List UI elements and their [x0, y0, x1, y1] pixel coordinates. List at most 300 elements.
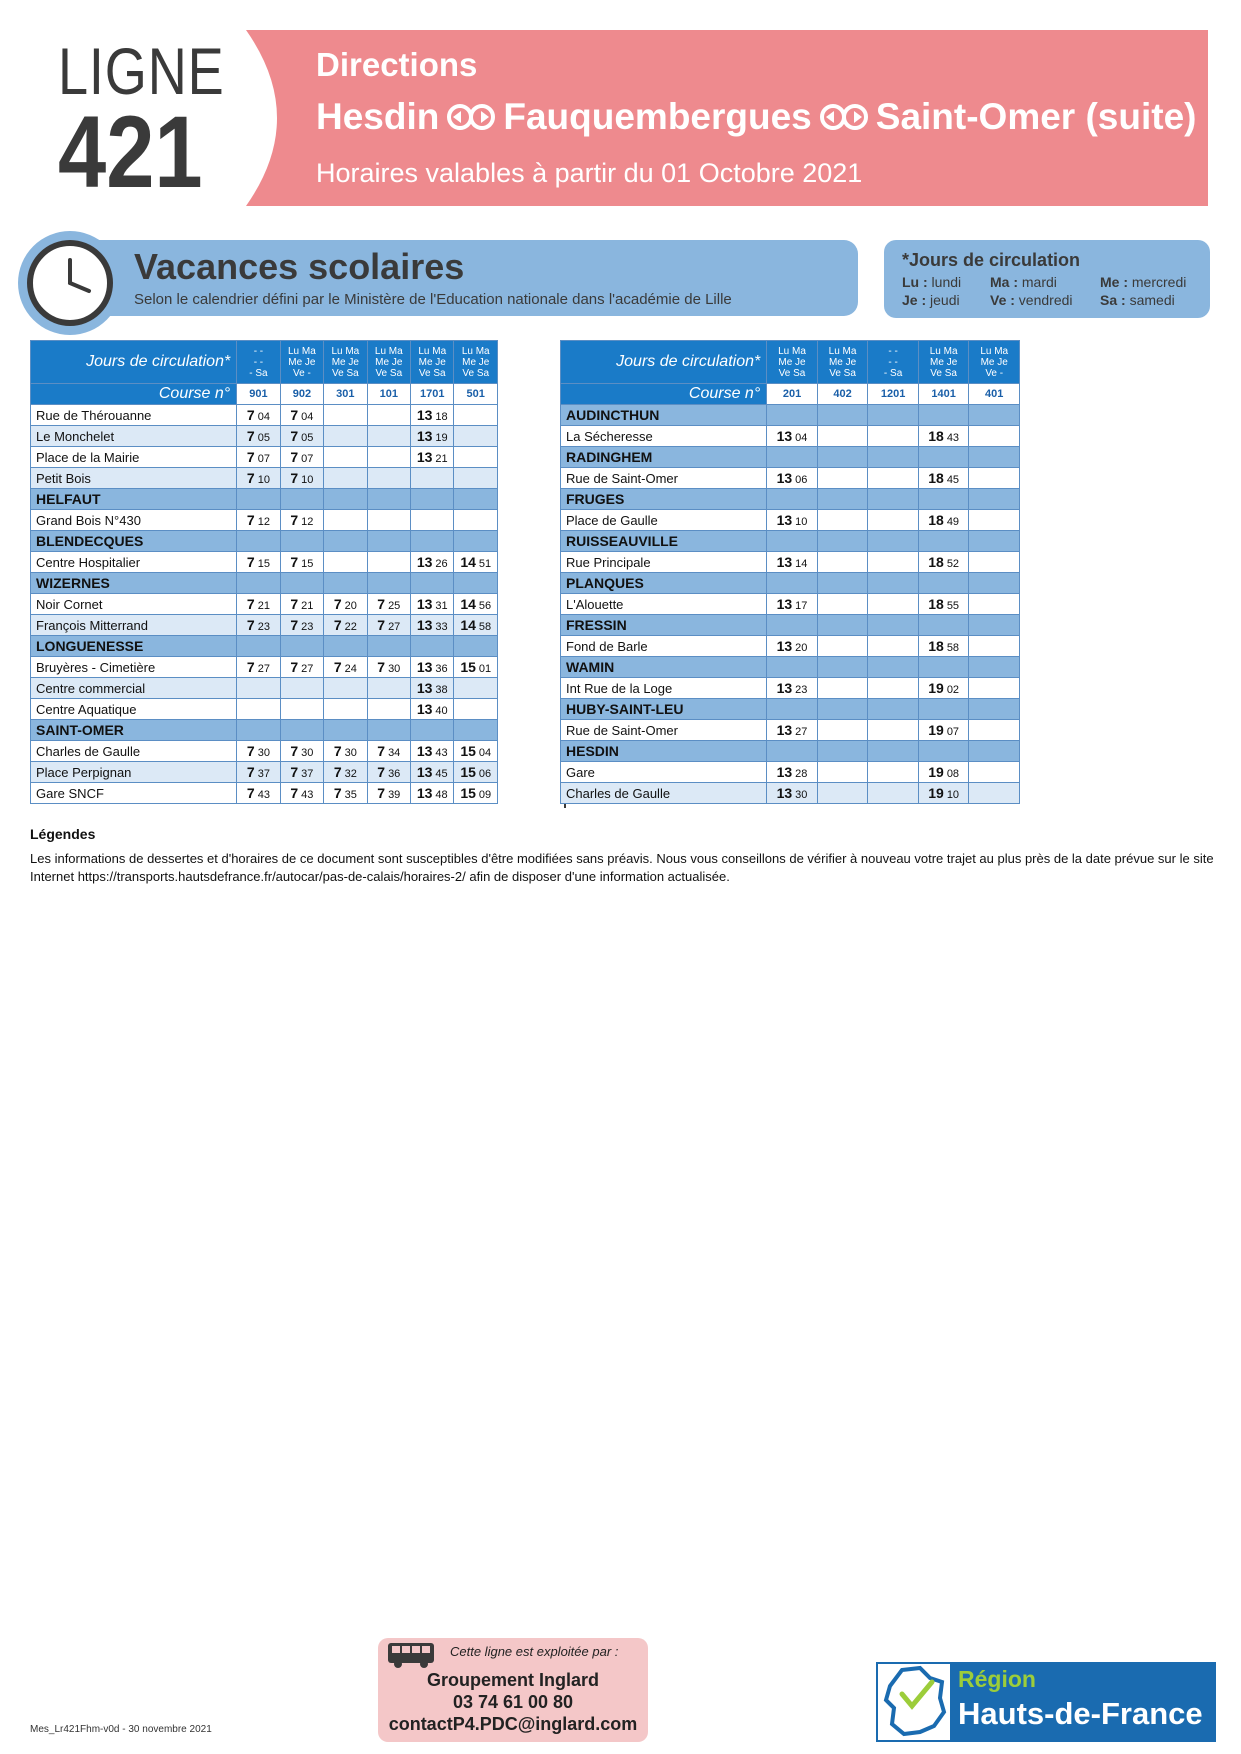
time-cell	[817, 762, 868, 783]
stop-row	[31, 594, 498, 615]
time-cell	[868, 636, 919, 657]
day-key-vendredi: Ve : vendredi	[990, 292, 1073, 308]
commune-row-cell	[918, 447, 969, 468]
time-cell	[324, 426, 367, 447]
time-minute: 04	[795, 432, 808, 444]
commune-row	[31, 489, 498, 510]
time-cell	[280, 405, 323, 426]
course-number: 1201	[868, 384, 919, 405]
time-minute: 30	[301, 747, 314, 759]
clock-icon	[27, 240, 113, 326]
bus-icon	[386, 1640, 436, 1670]
time-cell	[868, 783, 919, 804]
commune-name: WIZERNES	[31, 573, 237, 594]
time-cell	[367, 783, 410, 804]
commune-row-cell	[411, 720, 454, 741]
time-cell	[280, 741, 323, 762]
time-cell	[237, 762, 280, 783]
time-cell	[411, 678, 454, 699]
days-line: Lu Ma	[287, 345, 316, 357]
time-hour: 13	[776, 596, 793, 612]
time-cell	[237, 741, 280, 762]
days-line: Lu Ma	[331, 345, 360, 357]
time-minute: 37	[257, 768, 270, 780]
time-hour: 13	[416, 449, 433, 465]
time-minute: 04	[257, 411, 270, 423]
days-line: Ve Sa	[829, 367, 856, 379]
time-minute: 12	[301, 516, 314, 528]
stop-name: Centre Hospitalier	[31, 552, 237, 573]
time-minute: 35	[344, 789, 357, 801]
commune-row-cell	[817, 573, 868, 594]
commune-row-cell	[454, 720, 498, 741]
time-cell	[767, 426, 818, 447]
time-minute: 10	[946, 789, 960, 801]
time-hour: 13	[776, 785, 793, 801]
course-number: 301	[324, 384, 367, 405]
time-minute: 43	[257, 789, 270, 801]
commune-row-cell	[868, 447, 919, 468]
time-hour: 18	[928, 512, 944, 528]
time-cell	[280, 657, 323, 678]
time-cell	[367, 615, 410, 636]
time-cell	[454, 594, 498, 615]
time-hour: 7	[377, 785, 386, 801]
course-number: 1401	[918, 384, 969, 405]
time-minute: 10	[301, 474, 314, 486]
time-hour: 13	[416, 764, 433, 780]
time-cell	[817, 636, 868, 657]
time-hour: 7	[290, 596, 299, 612]
time-cell	[324, 741, 367, 762]
time-hour: 7	[246, 617, 255, 633]
time-cell	[454, 657, 498, 678]
commune-row-cell	[767, 489, 818, 510]
commune-row-cell	[411, 489, 454, 510]
time-hour: 7	[290, 407, 299, 423]
time-hour: 18	[928, 428, 944, 444]
time-hour: 7	[290, 470, 299, 486]
legend-text: Les informations de dessertes et d'horaires de ce document sont susceptibles d'être modifiées sans préavis. Nous vous conseillons de vérifier à nouveau votre trajet au plus près de la date prévue sur le site Internet https://transports.hautsdefrance.fr/autocar/pas-de-calais/horaires-2/ afin de disposer d'une information actualisée.	[30, 851, 1214, 884]
time-cell	[767, 678, 818, 699]
time-minute: 12	[257, 516, 270, 528]
days-line: Me Je	[462, 356, 490, 368]
line-label: LIGNE	[58, 34, 225, 108]
time-cell	[969, 762, 1020, 783]
days-line: Ve Sa	[418, 367, 446, 379]
time-hour: 7	[246, 407, 255, 423]
commune-row-cell	[817, 531, 868, 552]
time-hour: 7	[290, 764, 299, 780]
time-cell	[237, 447, 280, 468]
commune-row-cell	[817, 741, 868, 762]
commune-row-cell	[367, 531, 410, 552]
stop-row	[31, 426, 498, 447]
time-hour: 7	[290, 743, 299, 759]
days-line: Ve Sa	[331, 367, 359, 379]
timetable-left	[30, 340, 498, 804]
days-cell	[237, 341, 280, 384]
france-map-icon	[880, 1664, 948, 1740]
commune-row-cell	[817, 447, 868, 468]
time-cell	[280, 699, 323, 720]
time-cell	[454, 426, 498, 447]
time-cell	[918, 783, 969, 804]
time-minute: 27	[795, 726, 808, 738]
time-cell	[918, 594, 969, 615]
time-minute: 37	[301, 768, 314, 780]
time-hour: 14	[460, 617, 476, 633]
time-minute: 45	[435, 768, 448, 780]
region-name: Hauts-de-France	[958, 1696, 1203, 1731]
directions-label: Directions	[316, 46, 478, 83]
time-cell	[454, 552, 498, 573]
operator-phone: 03 74 61 00 80	[452, 1692, 574, 1712]
time-cell	[868, 468, 919, 489]
commune-row-cell	[767, 615, 818, 636]
days-line: Lu Ma	[980, 345, 1009, 357]
days-line: Me Je	[930, 356, 958, 368]
time-minute: 48	[435, 789, 448, 801]
commune-row-cell	[918, 699, 969, 720]
commune-row	[561, 741, 1020, 762]
stop-row	[561, 426, 1020, 447]
days-line: Lu Ma	[929, 345, 958, 357]
time-hour: 19	[928, 722, 944, 738]
origin-name: Hesdin	[316, 96, 440, 137]
commune-name: RUISSEAUVILLE	[561, 531, 767, 552]
time-hour: 7	[290, 428, 299, 444]
stop-row	[31, 510, 498, 531]
time-hour: 7	[290, 617, 299, 633]
time-minute: 21	[257, 600, 270, 612]
time-minute: 18	[435, 411, 448, 423]
time-cell	[324, 447, 367, 468]
commune-row	[561, 489, 1020, 510]
commune-name: HESDIN	[561, 741, 767, 762]
time-hour: 7	[377, 743, 386, 759]
stop-name: Rue Principale	[561, 552, 767, 573]
commune-row-cell	[918, 531, 969, 552]
time-hour: 15	[460, 764, 476, 780]
commune-name: RADINGHEM	[561, 447, 767, 468]
time-hour: 7	[246, 743, 255, 759]
stop-row	[561, 552, 1020, 573]
time-cell	[280, 468, 323, 489]
time-hour: 13	[776, 428, 793, 444]
time-cell	[817, 510, 868, 531]
days-line: Lu Ma	[461, 345, 490, 357]
time-cell	[868, 426, 919, 447]
time-cell	[969, 678, 1020, 699]
time-hour: 14	[460, 554, 476, 570]
commune-name: WAMIN	[561, 657, 767, 678]
time-hour: 7	[246, 449, 255, 465]
stop-row	[31, 762, 498, 783]
commune-row-cell	[454, 531, 498, 552]
days-cell	[454, 341, 498, 384]
time-cell	[237, 552, 280, 573]
days-cell	[767, 341, 818, 384]
time-cell	[454, 447, 498, 468]
time-cell	[454, 762, 498, 783]
time-cell	[367, 699, 410, 720]
days-line: - -	[253, 356, 264, 368]
day-key-mardi: Ma : mardi	[990, 274, 1057, 290]
time-cell	[237, 615, 280, 636]
time-cell	[411, 552, 454, 573]
stop-name: Rue de Saint-Omer	[561, 468, 767, 489]
time-cell	[918, 636, 969, 657]
time-minute: 27	[388, 621, 401, 633]
time-cell	[868, 510, 919, 531]
time-hour: 13	[776, 638, 793, 654]
days-line: Me Je	[331, 356, 359, 368]
time-hour: 18	[928, 470, 944, 486]
time-hour: 18	[928, 554, 944, 570]
days-cell	[817, 341, 868, 384]
commune-row-cell	[817, 489, 868, 510]
time-cell	[280, 426, 323, 447]
time-minute: 27	[257, 663, 270, 675]
time-cell	[411, 783, 454, 804]
commune-name: HUBY-SAINT-LEU	[561, 699, 767, 720]
stop-row	[31, 678, 498, 699]
bidirectional-arrow-icon	[820, 104, 868, 130]
time-cell	[324, 783, 367, 804]
stop-name: François Mitterrand	[31, 615, 237, 636]
time-minute: 20	[795, 642, 808, 654]
time-cell	[969, 426, 1020, 447]
time-cell	[237, 405, 280, 426]
time-minute: 25	[388, 600, 401, 612]
time-hour: 7	[290, 554, 299, 570]
days-line: Lu Ma	[778, 345, 806, 357]
time-cell	[868, 552, 919, 573]
time-minute: 33	[435, 621, 448, 633]
stop-name: Rue de Saint-Omer	[561, 720, 767, 741]
time-minute: 21	[301, 600, 314, 612]
stop-row	[561, 594, 1020, 615]
time-minute: 40	[435, 705, 448, 717]
days-cell	[367, 341, 410, 384]
time-cell	[324, 552, 367, 573]
time-cell	[367, 741, 410, 762]
time-minute: 36	[435, 663, 448, 675]
days-line: Me Je	[288, 356, 316, 368]
time-cell	[324, 405, 367, 426]
time-minute: 30	[344, 747, 357, 759]
section-title: Vacances scolaires	[134, 246, 465, 287]
commune-name: PLANQUES	[561, 573, 767, 594]
time-cell	[324, 678, 367, 699]
time-cell	[411, 762, 454, 783]
time-minute: 28	[795, 768, 808, 780]
time-cell	[969, 510, 1020, 531]
time-hour: 13	[776, 470, 793, 486]
days-line: - -	[888, 356, 898, 368]
time-hour: 7	[333, 764, 342, 780]
days-line: - -	[253, 345, 264, 357]
time-cell	[237, 678, 280, 699]
time-minute: 10	[257, 474, 270, 486]
commune-row-cell	[918, 405, 969, 426]
route-title	[316, 96, 1196, 138]
time-minute: 05	[257, 432, 270, 444]
commune-row-cell	[817, 699, 868, 720]
day-key-jeudi: Je : jeudi	[902, 292, 960, 308]
time-minute: 09	[478, 789, 492, 801]
stop-name: Int Rue de la Loge	[561, 678, 767, 699]
time-minute: 43	[301, 789, 314, 801]
time-hour: 13	[416, 554, 433, 570]
time-cell	[324, 657, 367, 678]
time-minute: 58	[946, 642, 960, 654]
time-cell	[367, 426, 410, 447]
region-label: Région	[958, 1666, 1036, 1692]
time-cell	[324, 468, 367, 489]
time-hour: 7	[246, 659, 255, 675]
time-minute: 56	[478, 600, 492, 612]
time-cell	[324, 594, 367, 615]
commune-row	[561, 573, 1020, 594]
commune-row-cell	[918, 489, 969, 510]
commune-row-cell	[969, 699, 1020, 720]
commune-row-cell	[367, 636, 410, 657]
stop-row	[561, 720, 1020, 741]
stop-row	[31, 741, 498, 762]
days-header-row	[561, 341, 1020, 384]
days-line: Ve -	[292, 367, 311, 379]
time-hour: 7	[333, 617, 342, 633]
commune-row-cell	[817, 657, 868, 678]
stop-row	[31, 447, 498, 468]
time-minute: 30	[388, 663, 401, 675]
operator-header: Cette ligne est exploitée par :	[450, 1644, 619, 1659]
time-hour: 7	[246, 596, 255, 612]
time-minute: 07	[257, 453, 270, 465]
time-minute: 07	[946, 726, 960, 738]
time-cell	[767, 468, 818, 489]
time-cell	[454, 615, 498, 636]
time-cell	[237, 783, 280, 804]
stop-row	[31, 657, 498, 678]
time-hour: 13	[776, 512, 793, 528]
commune-row	[31, 720, 498, 741]
time-minute: 23	[301, 621, 314, 633]
days-line: Ve Sa	[462, 367, 490, 379]
time-minute: 39	[388, 789, 401, 801]
time-cell	[454, 405, 498, 426]
time-minute: 01	[478, 663, 492, 675]
time-cell	[367, 657, 410, 678]
course-number: 402	[817, 384, 868, 405]
days-line: - -	[888, 345, 898, 357]
time-cell	[767, 594, 818, 615]
time-hour: 13	[776, 554, 793, 570]
time-minute: 07	[301, 453, 314, 465]
time-hour: 13	[416, 659, 433, 675]
time-cell	[454, 510, 498, 531]
time-cell	[324, 762, 367, 783]
stop-name: Charles de Gaulle	[31, 741, 237, 762]
days-line: Lu Ma	[374, 345, 403, 357]
time-cell	[367, 447, 410, 468]
days-line: Ve Sa	[778, 367, 806, 379]
time-cell	[454, 741, 498, 762]
days-line: Lu Ma	[828, 345, 857, 357]
stop-row	[561, 678, 1020, 699]
commune-row-cell	[280, 720, 323, 741]
course-number: 902	[280, 384, 323, 405]
time-minute: 43	[435, 747, 448, 759]
stop-name: Rue de Thérouanne	[31, 405, 237, 426]
commune-row-cell	[969, 489, 1020, 510]
time-cell	[817, 552, 868, 573]
commune-row-cell	[868, 489, 919, 510]
commune-row-cell	[324, 636, 367, 657]
time-hour: 15	[460, 659, 476, 675]
stop-row	[561, 783, 1020, 804]
commune-row-cell	[237, 573, 280, 594]
stop-row	[31, 405, 498, 426]
operator-email[interactable]: contactP4.PDC@inglard.com	[388, 1714, 638, 1734]
time-minute: 21	[435, 453, 448, 465]
time-minute: 08	[946, 768, 960, 780]
time-minute: 19	[435, 432, 448, 444]
days-line: - Sa	[883, 367, 903, 379]
time-hour: 13	[416, 596, 433, 612]
time-minute: 20	[344, 600, 357, 612]
commune-row-cell	[969, 615, 1020, 636]
time-cell	[237, 426, 280, 447]
days-line: Ve -	[985, 367, 1004, 379]
line-number: 421	[58, 95, 203, 209]
time-cell	[868, 762, 919, 783]
days-line: Lu Ma	[418, 345, 447, 357]
time-cell	[237, 657, 280, 678]
time-minute: 10	[795, 516, 808, 528]
time-cell	[817, 468, 868, 489]
commune-row-cell	[324, 489, 367, 510]
stop-row	[561, 468, 1020, 489]
commune-row-cell	[868, 573, 919, 594]
stop-name: Grand Bois N°430	[31, 510, 237, 531]
commune-row-cell	[411, 531, 454, 552]
commune-row-cell	[324, 720, 367, 741]
time-cell	[411, 741, 454, 762]
course-label: Course n°	[561, 384, 767, 405]
time-minute: 06	[795, 474, 808, 486]
stop-name: Fond de Barle	[561, 636, 767, 657]
time-minute: 38	[435, 684, 448, 696]
commune-name: FRUGES	[561, 489, 767, 510]
time-hour: 7	[377, 659, 386, 675]
time-cell	[280, 552, 323, 573]
via-name: Fauquembergues	[503, 96, 812, 137]
time-hour: 7	[246, 785, 255, 801]
course-number: 401	[969, 384, 1020, 405]
time-cell	[237, 699, 280, 720]
time-cell	[767, 636, 818, 657]
validity-date: Horaires valables à partir du 01 Octobre 2021	[316, 158, 863, 188]
course-row	[31, 384, 498, 405]
commune-row-cell	[454, 489, 498, 510]
commune-row-cell	[918, 741, 969, 762]
commune-row	[561, 447, 1020, 468]
time-cell	[918, 720, 969, 741]
stop-name: Place de Gaulle	[561, 510, 767, 531]
